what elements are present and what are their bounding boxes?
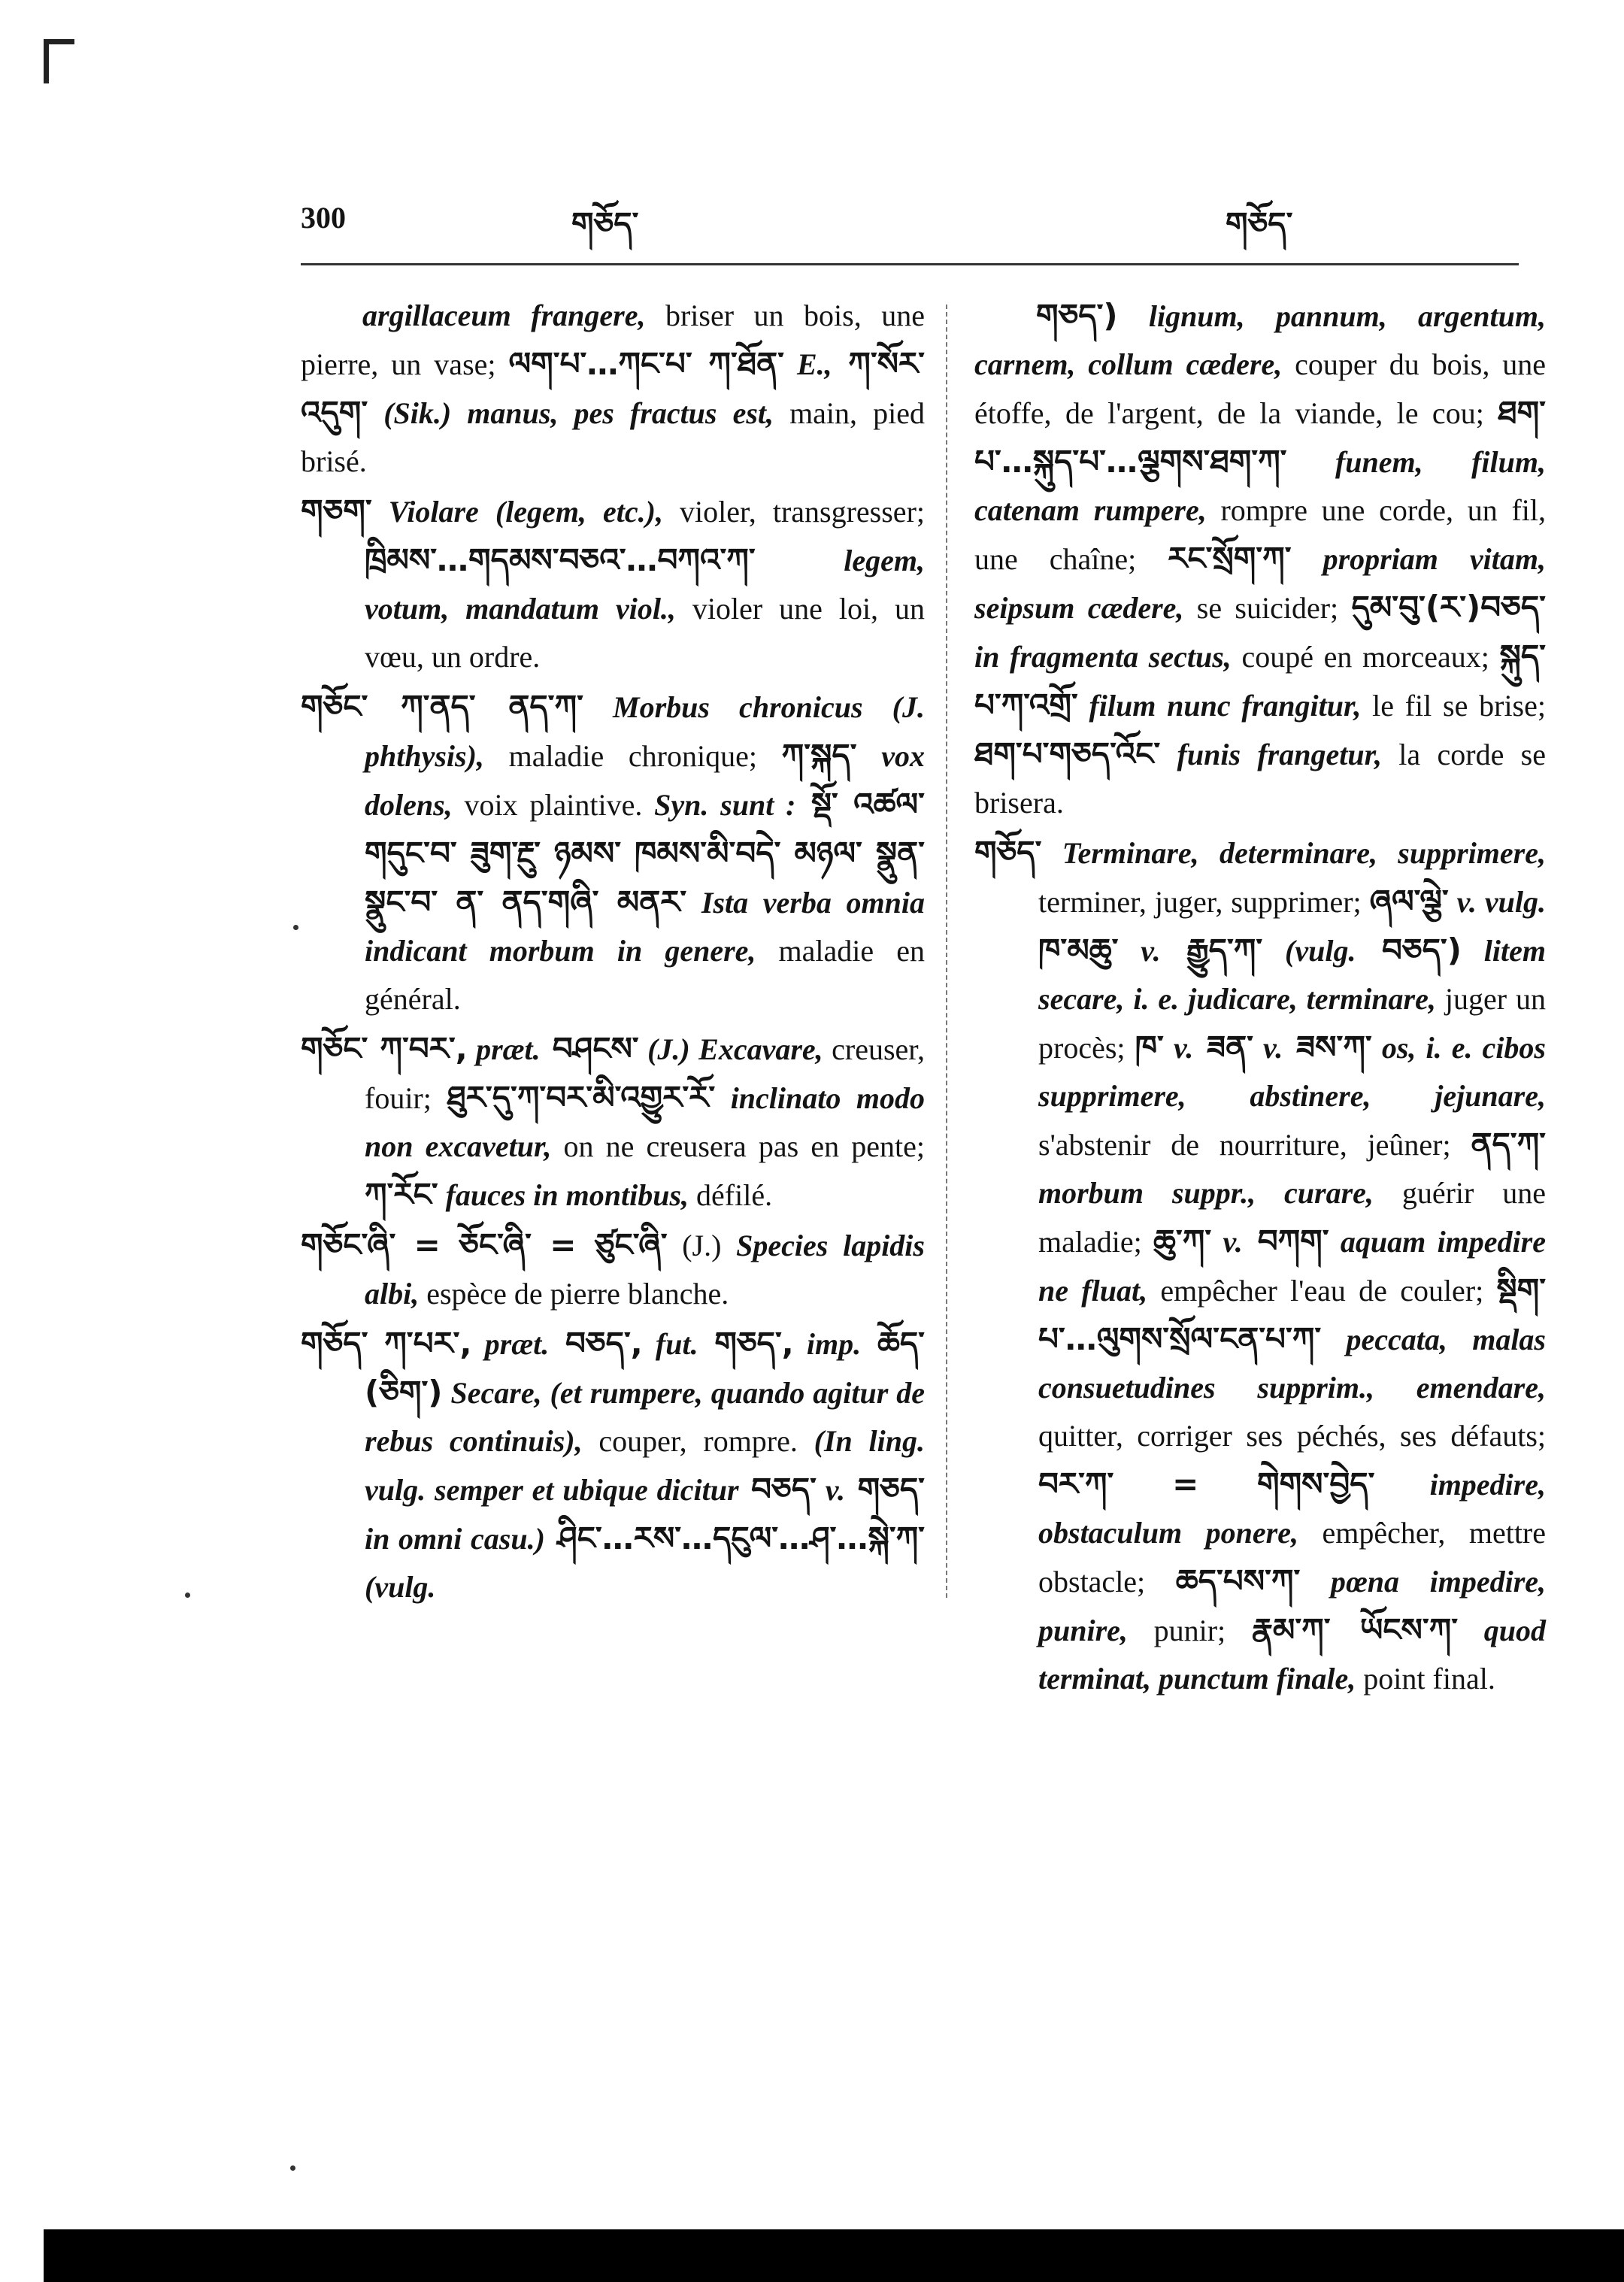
tibetan-term: གཅོང་ ཀ་བར་, [301,1030,468,1067]
tibetan-term: ཁ་ [1135,1029,1164,1065]
latin-gloss: fauces in montibus, [438,1178,689,1212]
french-gloss: quitter, corriger ses péchés, ses défauts; [1038,1419,1546,1453]
french-gloss: défilé. [689,1178,773,1212]
french-gloss: on ne creusera pas en pente; [551,1129,925,1163]
french-gloss: couper du bois, une étoffe, de l'argent, de la viande, le cou; [974,347,1546,430]
latin-gloss: peccata, malas consuetudines supprim., emendare, [1038,1323,1546,1405]
latin-gloss: funis frangetur, [1160,738,1382,771]
latin-gloss: Syn. sunt : [654,788,796,822]
french-gloss: briser un bois, une pierre, un vase; [301,299,925,381]
french-gloss: terminer, juger, supprimer; [1038,885,1370,919]
latin-gloss: propriam vitam, seipsum cædere, [974,542,1546,625]
latin-gloss: (vulg. [365,1570,436,1604]
tibetan-term: རྒྱུད་ཀ་ [1160,932,1263,968]
latin-gloss: Terminare, determinare, supprimere, [1041,836,1546,870]
tibetan-term: ཁ་མཆུ་ [1038,932,1119,968]
latin-gloss: legem, votum, mandatum viol., [365,544,925,626]
tibetan-term: གཅད་) [1036,297,1118,334]
latin-gloss: (Sik.) manus, pes fractus est, [368,396,774,430]
page-header [301,188,1549,271]
stray-dot [293,925,298,930]
tibetan-term: ཀ་རོང་ [365,1176,438,1213]
header-rule [301,263,1519,265]
running-headword-right: གཅོད་ [1226,205,1293,242]
column-divider [946,305,947,1598]
tibetan-term: ཐག་པ་…སྐུད་པ་…ལྕགས་ཐག་ཀ་ [974,394,1546,480]
french-gloss: (J.) [667,1229,737,1262]
latin-gloss: pœna impedire, punire, [1038,1565,1547,1647]
tibetan-term: རང་སྲོག་ཀ་ [1168,540,1292,577]
latin-gloss: funem, filum, catenam rumpere, [974,445,1546,527]
dictionary-entry [301,1221,925,1318]
dictionary-entry [301,487,925,681]
latin-gloss: impedire, obstaculum ponere, [1038,1468,1546,1550]
latin-gloss: in fragmenta sectus, [974,640,1232,674]
tibetan-term: ཆུ་ཀ་ [1153,1223,1212,1259]
french-gloss: empêcher, mettre obstacle; [1038,1516,1546,1599]
right-column [974,292,1546,1705]
stray-dot [185,1593,190,1598]
french-gloss: violer, transgresser; [662,495,925,529]
latin-gloss: litem secare, i. e. judicare, terminare, [1038,934,1546,1016]
latin-gloss: inclinato modo non excavetur, [365,1081,925,1163]
latin-gloss: v. [1118,934,1161,968]
tibetan-term: ཀ་སོར་འདུག་ [301,345,925,431]
dictionary-entry [301,1025,925,1220]
tibetan-term: བཤངས་ [540,1030,639,1067]
tibetan-term: བཅད་) [1356,932,1462,968]
tibetan-term: ཆད་པས་ཀ་ [1175,1562,1301,1599]
french-gloss: la corde se brisera. [974,738,1546,820]
left-column [301,292,925,1613]
stray-dot [290,2165,295,2171]
latin-gloss: Secare, (et rumpere, quando agitur de rebus continuis), [365,1376,925,1458]
latin-gloss: filum nunc frangitur, [1077,689,1362,723]
latin-gloss: (vulg. [1262,934,1356,968]
entry-continuation [301,292,925,486]
tibetan-term: ཀ་སྐད་ [781,737,857,774]
french-gloss: se suicider; [1183,591,1352,625]
latin-gloss: (In ling. vulg. semper et ubique dicitur [365,1424,926,1507]
french-gloss: maladie en général. [365,934,925,1016]
latin-gloss: præt. [471,1327,550,1361]
french-gloss: couper, rompre. [582,1424,814,1458]
dictionary-entry [301,683,925,1023]
scan-edge-band [44,2229,1624,2282]
french-gloss: punir; [1127,1614,1252,1647]
french-gloss: voix plaintive. [452,788,655,822]
tibetan-term: ནད་ཀ་ [1471,1126,1546,1162]
french-gloss: espèce de pierre blanche. [419,1277,729,1311]
tibetan-term: ཟན་ [1193,1029,1253,1065]
dictionary-entry [974,829,1546,1703]
tibetan-term: ལག་པ་…ཀང་པ་ ཀ་ཐོན་ [508,345,784,382]
french-gloss: maladie chronique; [483,739,782,773]
tibetan-term: ཁྲིམས་…གདམས་བཅའ་…བཀའ་ཀ་ [365,541,756,578]
tibetan-term: ཟས་ཀ་ [1283,1029,1372,1065]
tibetan-term: ཐུར་དུ་ཀ་བར་མི་འགྱུར་རོ་ [447,1079,716,1116]
tibetan-term: དུམ་བུ་(ར་)བཅད་ [1351,589,1546,626]
french-gloss: coupé en morceaux; [1231,640,1500,674]
latin-gloss: Species lapidis albi, [365,1229,925,1311]
latin-gloss: E., [783,347,832,381]
french-gloss: guérir une maladie; [1038,1176,1546,1259]
latin-gloss: lignum, pannum, argentum, carnem, collum cædere, [974,299,1546,381]
latin-gloss: v. vulg. [1448,885,1546,919]
tibetan-term: བཀག་ [1242,1223,1329,1259]
latin-gloss: Violare (legem, etc.), [371,495,663,529]
latin-gloss: morbum suppr., curare, [1038,1176,1374,1210]
tibetan-term: གཅོང་ ཀ་ནད་ ནད་ཀ་ [301,688,583,725]
tibetan-term: གཅད་, [698,1325,794,1362]
tibetan-term: གཅོང་ཞི་ = ཅོང་ཞི་ = ཙུང་ཞི་ [301,1226,668,1263]
latin-gloss: v. [816,1473,846,1507]
latin-gloss: aquam impedire ne fluat, [1038,1225,1546,1308]
tibetan-term: གཅག་ [301,492,372,529]
tibetan-term: བཅད་, [549,1325,643,1362]
french-gloss: point final. [1356,1662,1495,1696]
dictionary-entry [301,1320,925,1611]
latin-gloss: argillaceum frangere, [362,299,646,332]
french-gloss: s'abstenir de nourriture, jeûner; [1038,1128,1471,1162]
tibetan-term: བཅད་ [738,1471,817,1508]
french-gloss: le fil se brise; [1361,689,1546,723]
latin-gloss: vox dolens, [365,739,925,822]
latin-gloss: in omni casu.) [365,1522,545,1556]
tibetan-term: སྡོ་ འཚལ་ གདུང་བ་ ཟུག་རྔུ་ ཉམས་ ཁམས་མི་བདེ་ མཉལ་ སྣུན་ སྣུང་བ་ ན་ ནད་གཞི་ མནར་ [365,786,925,920]
tibetan-term: གཅོད་ [974,834,1042,871]
latin-gloss: Morbus chronicus (J. phthysis), [365,690,925,773]
latin-gloss: (J.) Excavare, [638,1032,823,1066]
latin-gloss: v. [1253,1031,1283,1065]
latin-gloss: v. [1163,1031,1194,1065]
french-gloss: main, pied brisé. [301,396,925,478]
latin-gloss: imp. [793,1327,862,1361]
latin-gloss: os, i. e. cibos supprimere, abstinere, jejunare, [1038,1031,1546,1113]
latin-gloss: v. [1211,1225,1243,1259]
latin-gloss: præt. [467,1032,541,1066]
latin-gloss: fut. [642,1327,698,1361]
tibetan-term: གཅོད་ ཀ་པར་, [301,1325,472,1362]
tibetan-term: ཞལ་ལྕེ་ [1369,883,1449,920]
tibetan-term: རྣམ་ཀ་ ཡོངས་ཀ་ [1251,1611,1459,1648]
running-headword-left: གཅོད་ [571,205,639,242]
french-gloss: violer une loi, un vœu, un ordre. [365,592,925,674]
tibetan-term: བར་ཀ་ = གེགས་བྱེད་ [1038,1465,1375,1502]
french-gloss: juger un procès; [1038,982,1546,1065]
entry-continuation [974,292,1546,827]
tibetan-term: གཅད་ [845,1471,925,1508]
tibetan-term: སྐུད་པ་ཀ་འགྲོ་ [974,638,1546,723]
latin-gloss: Ista verba omnia indicant morbum in genere, [365,886,925,968]
tibetan-term: ཆོད་ (ཅིག་) [365,1325,926,1411]
french-gloss: rompre une corde, un fil, une chaîne; [974,493,1547,576]
tibetan-term: སྡིག་པ་…ལུགས་སྲོལ་ངན་པ་ཀ་ [1038,1271,1547,1357]
french-gloss: empêcher l'eau de couler; [1147,1274,1497,1308]
corner-crop-mark [44,39,74,83]
tibetan-term: ཤིང་…རས་…དངུལ་…ཤ་…སྐེ་ཀ་ [544,1520,925,1556]
latin-gloss: quod terminat, punctum finale, [1038,1614,1546,1696]
french-gloss: creuser, fouir; [365,1032,925,1115]
tibetan-term: ཐག་པ་གཅད་འོང་ [974,735,1161,772]
page-number: 300 [301,201,346,235]
